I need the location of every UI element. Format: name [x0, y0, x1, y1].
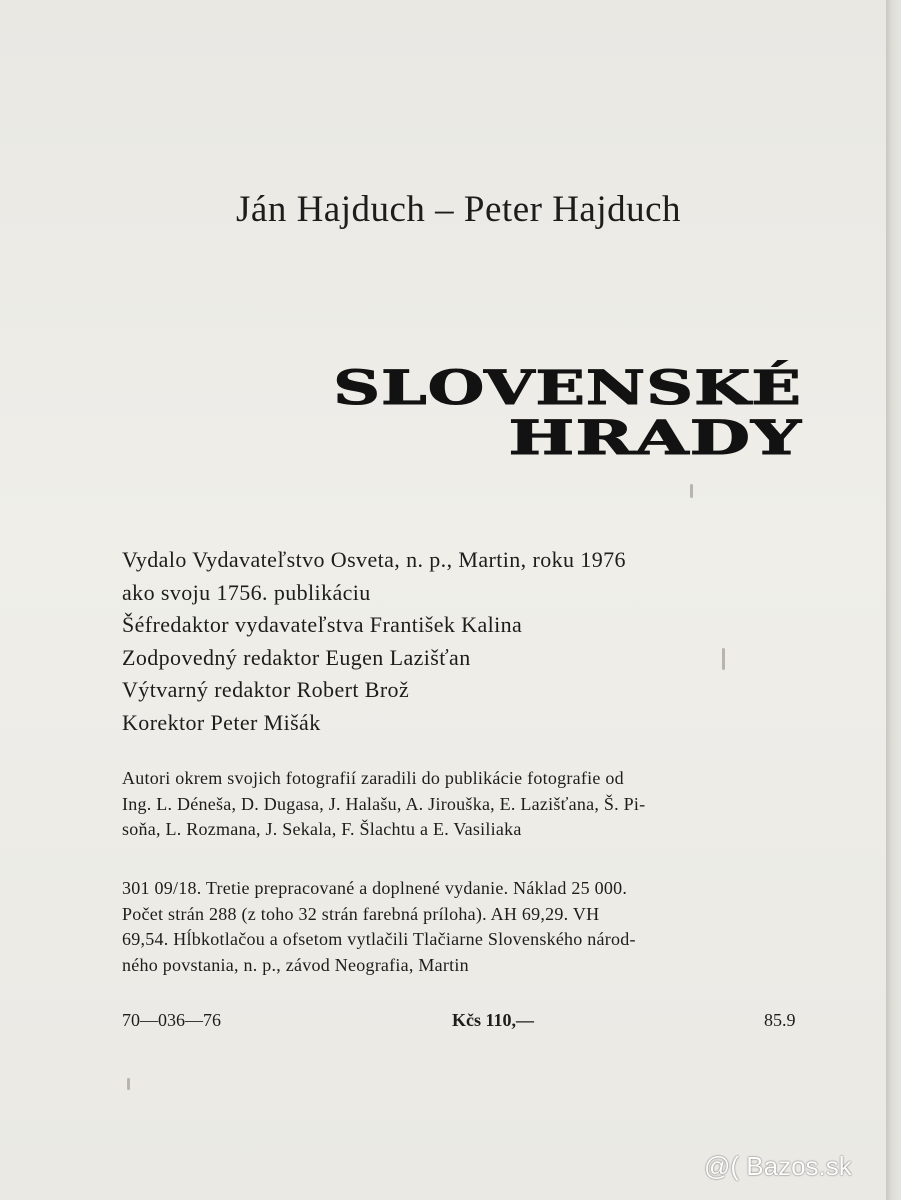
catalog-code: 70—036—76 [122, 1010, 221, 1030]
credits-line: Ing. L. Déneša, D. Dugasa, J. Halašu, A. Jirouška, E. Lazišťana, Š. Pi- [122, 793, 646, 814]
imprint-line: Korektor Peter Mišák [122, 709, 321, 735]
title-line-2: HRADY [508, 410, 802, 466]
credits-line: soňa, L. Rozmana, J. Sekala, F. Šlachtu a E. Vasiliaka [122, 819, 522, 839]
imprint-line: Šéfredaktor vydavateľstva František Kalina [122, 612, 523, 637]
authors-line: Ján Hajduch – Peter Hajduch [236, 189, 682, 230]
print-info [122, 876, 812, 978]
pencil-mark [722, 648, 725, 670]
bazos-watermark: @( Bazos.sk [704, 1151, 852, 1181]
print-number: 85.9 [764, 1010, 796, 1030]
imprint-line: ako svoju 1756. publikáciu [122, 579, 371, 605]
photo-credits [122, 766, 812, 843]
imprint-line: Zodpovedný redaktor Eugen Lazišťan [122, 644, 471, 670]
print-info-line: ného povstania, n. p., závod Neografia, Martin [122, 954, 469, 975]
pencil-mark [127, 1078, 130, 1090]
title-line-1: SLOVENSKÉ [333, 360, 802, 416]
print-info-line: 301 09/18. Tretie prepracované a doplnené vydanie. Náklad 25 000. [122, 878, 628, 898]
credits-line: Autori okrem svojich fotografií zaradili do publikácie fotografie od [122, 768, 624, 788]
print-info-line: 69,54. Hĺbkotlačou a ofsetom vytlačili Tlačiarne Slovenského národ- [122, 929, 636, 949]
price-label: Kčs 110,— [452, 1010, 535, 1030]
book-title [112, 360, 802, 470]
imprint-line: Výtvarný redaktor Robert Brož [122, 677, 410, 702]
imprint-block [122, 544, 812, 739]
imprint-line: Vydalo Vydavateľstvo Osveta, n. p., Martin, roku 1976 [122, 547, 626, 572]
page-edge-shadow [886, 0, 901, 1200]
print-info-line: Počet strán 288 (z toho 32 strán farebná príloha). AH 69,29. VH [122, 903, 600, 924]
pencil-mark [690, 484, 693, 498]
